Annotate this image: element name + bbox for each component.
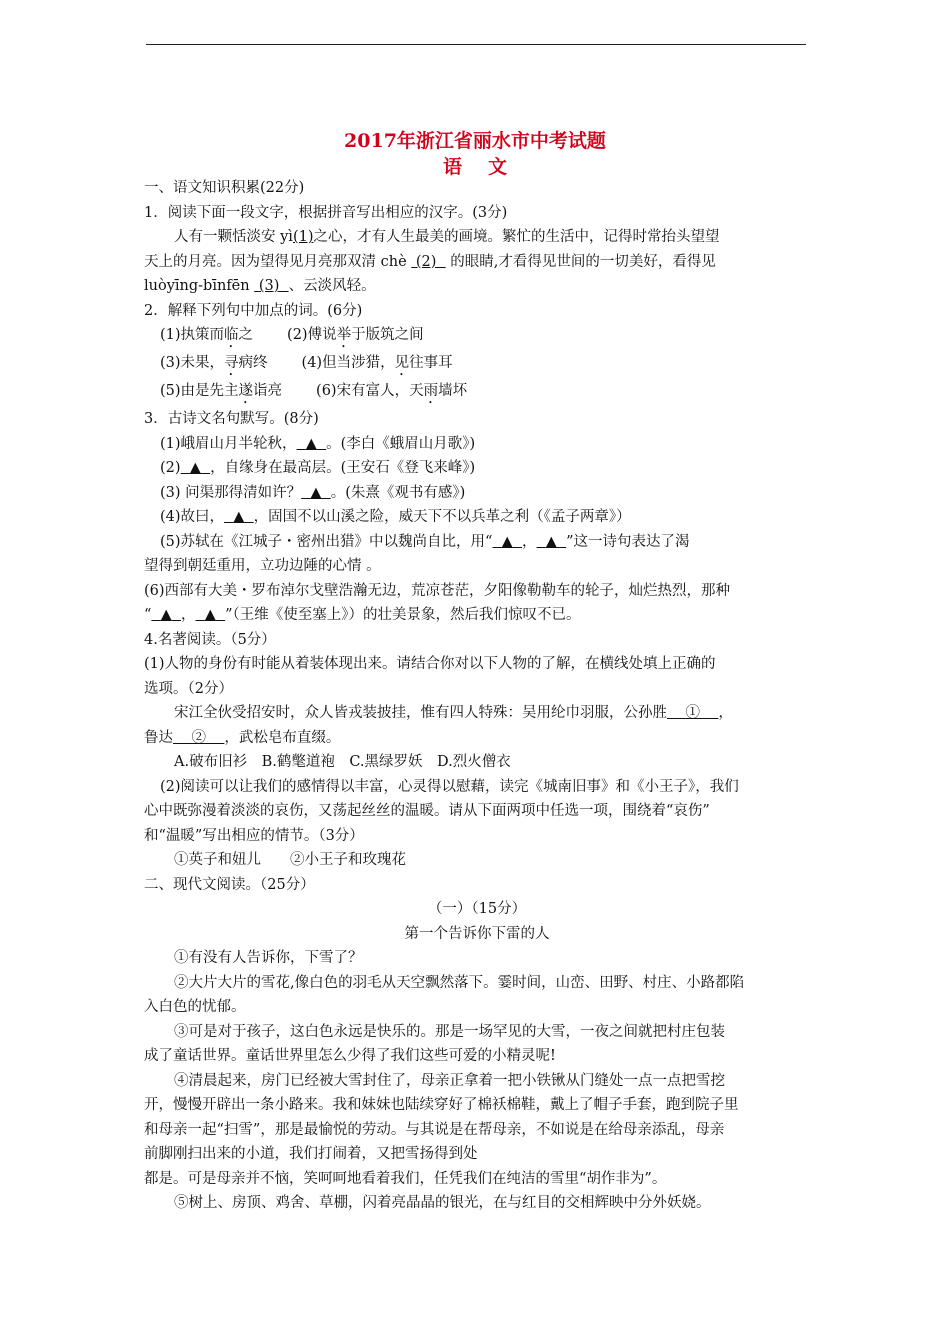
- answer-blank[interactable]: ▲: [233, 509, 245, 525]
- essay-line: 入白色的忧郁。: [144, 999, 246, 1015]
- answer-blank[interactable]: ▲: [160, 607, 172, 623]
- answer-blank[interactable]: ▲: [204, 607, 216, 623]
- essay-title: 第一个告诉你下雷的人: [404, 925, 550, 942]
- paragraph-line: luòyīng-bīnfēn (3) 、云淡风轻。: [144, 278, 376, 294]
- paragraph-line: 宋江全伙受招安时，众人皆戎装披挂，惟有四人特殊：吴用纶巾羽服，公孙胜 ① ，: [174, 705, 733, 721]
- question-stem: 3．古诗文名句默写。(8分): [144, 411, 319, 427]
- sub-heading: （一）（15分）: [427, 901, 527, 917]
- answer-blank[interactable]: ▲: [189, 460, 201, 476]
- recite-line: (6)西部有大美・罗布淖尔戈壁浩瀚无边，荒凉苍茫，夕阳像勒勒车的轮子，灿烂热烈，那种: [144, 582, 731, 599]
- dotted-word: 见: [394, 355, 410, 371]
- paragraph-line: 鲁达 ② ，武松皂布直缀。: [144, 729, 341, 746]
- essay-line: ④清晨起来，房门已经被大雪封住了，母亲正拿着一把小铁锹从门缝处一点一点把雪挖: [174, 1072, 725, 1089]
- answer-blank[interactable]: (3): [258, 278, 280, 294]
- recite-line: (1)峨眉山月半轮秋， ▲ 。(李白《蛾眉山月歌》): [160, 435, 476, 452]
- paragraph-line: 选项。（2分）: [144, 680, 233, 697]
- essay-line: ①有没有人告诉你，下雪了？: [174, 950, 363, 966]
- dotted-word: 雨: [423, 383, 439, 399]
- section-heading: 二、现代文阅读。（25分）: [144, 876, 315, 893]
- item-row: (1)执策而临之 (2)傅说举于版筑之间: [160, 327, 424, 343]
- answer-blank[interactable]: (1): [292, 229, 314, 245]
- question-stem: 1．阅读下面一段文字，根据拼音写出相应的汉字。(3分): [144, 204, 508, 221]
- recite-line: (5)苏轼在《江城子・密州出猎》中以魏尚自比，用“ ▲ ， ▲ ”这一诗句表达了渴: [160, 533, 690, 550]
- answer-blank[interactable]: (2): [415, 253, 437, 270]
- dotted-word: 寻: [224, 355, 239, 371]
- options-line: A.破布旧衫 B.鹤氅道袍 C.黑绿罗妖 D.烈火僧衣: [174, 754, 511, 770]
- answer-blank[interactable]: ▲: [305, 435, 317, 452]
- recite-line: (4)故曰， ▲ ，固国不以山溪之险，威天下不以兵革之利（《孟子两章》）: [160, 509, 631, 525]
- recite-line: (2) ▲ ，自缘身在最高层。(王安石《登飞来峰》): [160, 460, 476, 476]
- recite-line: 望得到朝廷重用，立功边陲的心情 。: [144, 558, 381, 574]
- header-rule: [146, 44, 806, 45]
- essay-line: ③可是对于孩子，这白色永远是快乐的。那是一场罕见的大雪，一夜之间就把村庄包装: [174, 1023, 725, 1040]
- paragraph-line: 心中既弥漫着淡淡的哀伤，又荡起丝丝的温暖。请从下面两项中任选一项，围绕着“哀伤”: [144, 803, 710, 819]
- recite-line: (3) 问渠那得清如许？ ▲ 。(朱熹《观书有感》): [160, 484, 466, 501]
- essay-line: ⑤树上、房顶、鸡舍、草棚，闪着亮晶晶的银光，在与红目的交相辉映中分外妖娆。: [174, 1195, 711, 1211]
- answer-blank[interactable]: ▲: [310, 484, 322, 501]
- exam-content: [144, 176, 810, 1216]
- paragraph-line: 天上的月亮。因为望得见月亮那双清 chè (2) 的眼睛,才看得见世间的一切美好，看得见: [144, 253, 716, 270]
- paragraph-line: 人有一颗恬淡安 yì(1)之心，才有人生最美的画境。繁忙的生活中，记得时常抬头望望: [174, 229, 720, 245]
- dotted-word: 临: [224, 327, 239, 343]
- essay-line: 都是。可是母亲并不恼，笑呵呵地看着我们，任凭我们在纯洁的雪里“胡作非为”。: [144, 1170, 667, 1187]
- paragraph-line: (1)人物的身份有时能从着装体现出来。请结合你对以下人物的了解，在横线处填上正确的: [144, 656, 716, 672]
- choices-line: ①英子和妞儿 ②小王子和玫瑰花: [174, 852, 406, 868]
- question-stem: 4.名著阅读。（5分）: [144, 631, 276, 648]
- section-heading: 一、语文知识积累(22分): [144, 180, 305, 196]
- essay-line: 和母亲一起“扫雪”，那是最愉悦的劳动。与其说是在帮母亲，不如说是在给母亲添乱，母亲: [144, 1121, 725, 1138]
- exam-subject: 语文: [442, 156, 533, 178]
- dotted-word: 举: [336, 327, 352, 343]
- essay-line: 开，慢慢开辟出一条小路来。我和妹妹也陆续穿好了棉袄棉鞋，戴上了帽子手套，跑到院子里: [144, 1097, 739, 1113]
- answer-blank[interactable]: ②: [191, 729, 206, 746]
- recite-line: “ ▲ ， ▲ ”（王维《使至塞上》）的壮美景象，然后我们惊叹不已。: [144, 607, 581, 623]
- item-row: (3)未果，寻病终 (4)但当涉猎，见往事耳: [160, 355, 453, 371]
- answer-blank[interactable]: ▲: [545, 533, 557, 550]
- essay-line: 成了童话世界。童话世界里怎么少得了我们这些可爱的小精灵呢!: [144, 1048, 556, 1064]
- answer-blank[interactable]: ①: [685, 705, 700, 721]
- dotted-word: 遂: [238, 383, 254, 399]
- exam-title: 2017年浙江省丽水市中考试题: [344, 130, 606, 152]
- essay-line: ②大片大片的雪花,像白色的羽毛从天空飘然落下。霎时间，山峦、田野、村庄、小路都陷: [174, 974, 745, 991]
- answer-blank[interactable]: ▲: [501, 533, 513, 550]
- paragraph-line: (2)阅读可以让我们的感情得以丰富，心灵得以慰藉，读完《城南旧事》和《小王子》，我们: [160, 778, 739, 795]
- paragraph-line: 和“温暖”写出相应的情节。（3分）: [144, 827, 364, 844]
- essay-line: 前脚刚扫出来的小道，我们打闹着，又把雪扬得到处: [144, 1146, 478, 1162]
- item-row: (5)由是先主遂诣亮 (6)宋有富人，天雨墙坏: [160, 383, 468, 399]
- question-stem: 2．解释下列句中加点的词。(6分): [144, 302, 363, 319]
